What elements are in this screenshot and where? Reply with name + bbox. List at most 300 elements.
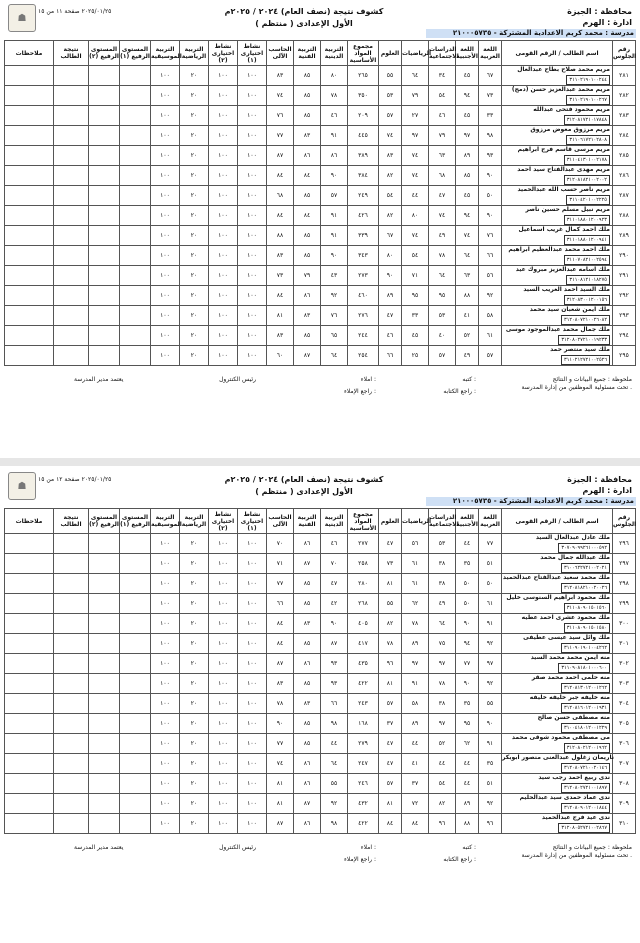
grade-cell: ٤٣ <box>321 266 348 286</box>
grade-cell: ٨٦ <box>294 146 321 166</box>
administration: ادارة : الهرم <box>582 486 632 495</box>
national-id: ٣١٢٠٨٣٠٠١٢٠٠١٥٦ <box>564 295 610 305</box>
grade-cell: ٢٠ <box>180 66 209 86</box>
grade-cell: ٨٥ <box>294 186 321 206</box>
governorate: محافظة : الجيزة <box>567 475 632 484</box>
grade-cell: ٨٣ <box>267 674 294 694</box>
grade-cell: ٣٠٥ <box>613 714 636 734</box>
national-id: ٣١١٠٩٠٨١٨٠١٠٠٠٦٠٠ <box>558 663 610 673</box>
grade-cell: ٢٤٩ <box>348 186 379 206</box>
grade-cell: ١٠٠ <box>151 614 180 634</box>
grade-cell: ١٠٠ <box>151 634 180 654</box>
national-id: ٣١٢٠٨٠٧٢١٠٠٢٦٠٨٢ <box>561 315 610 325</box>
student-name-cell <box>502 306 613 326</box>
grade-cell <box>54 206 89 226</box>
student-name: ندى عماد حمدى سيد عبدالحليم <box>519 794 610 801</box>
grade-cell <box>5 106 54 126</box>
grade-cell <box>89 286 120 306</box>
grade-label: الأول الإعدادى ( منتظم ) <box>255 19 353 28</box>
grade-cell: ٩٢ <box>479 634 502 654</box>
grade-cell: ٨٢ <box>379 614 402 634</box>
grade-cell: ٩٣ <box>321 654 348 674</box>
column-header: الحاسب الآلى <box>267 509 294 534</box>
grade-cell: ١٠٠ <box>209 634 238 654</box>
grade-cell <box>89 346 120 366</box>
grade-cell: ٩٠ <box>379 266 402 286</box>
grade-cell <box>89 674 120 694</box>
national-id: ٣١١٠٢١٩٠١٠٠٢٤٤ <box>566 75 610 85</box>
grade-cell: ٢٧٧ <box>348 534 379 554</box>
column-header: رقم الجلوس <box>613 41 636 66</box>
grade-cell <box>54 534 89 554</box>
student-name: ملك محمد سعيد عبدالفتاح عبدالحميد <box>502 574 610 581</box>
student-name: مريم نبيل مسلم حسين ناصر <box>525 206 610 213</box>
grade-cell: ٦٤ <box>321 754 348 774</box>
grade-cell: ٢٩٩ <box>613 594 636 614</box>
grade-cell <box>54 246 89 266</box>
grade-cell: ٣٨ <box>429 694 456 714</box>
grade-cell: ٨٥ <box>294 226 321 246</box>
grade-cell <box>5 694 54 714</box>
review-dictation-label: راجع الإملاء : <box>343 856 376 863</box>
grade-cell: ٩٠ <box>479 166 502 186</box>
grade-cell <box>89 774 120 794</box>
grade-cell: ١٠٠ <box>209 166 238 186</box>
grade-cell: ١٠٠ <box>209 654 238 674</box>
student-name-cell <box>502 654 613 674</box>
grade-cell: ٢٥ <box>402 346 429 366</box>
grade-cell: ٩٠ <box>456 674 479 694</box>
grade-cell <box>5 266 54 286</box>
school-name-bar <box>426 497 636 506</box>
grade-cell: ٩٦ <box>429 814 456 834</box>
grade-cell: ٢٨٧ <box>613 186 636 206</box>
grade-cell <box>120 306 151 326</box>
grade-cell: ٤٥ <box>456 66 479 86</box>
grade-cell: ١٠٠ <box>151 534 180 554</box>
grade-cell: ١٠٠ <box>238 534 267 554</box>
grade-cell: ٨٤ <box>294 206 321 226</box>
grade-cell <box>120 674 151 694</box>
grade-cell: ٩٢ <box>321 286 348 306</box>
grade-cell: ٦٦ <box>267 594 294 614</box>
grade-cell: ٤٦ <box>321 106 348 126</box>
grade-cell: ٤٥ <box>402 326 429 346</box>
national-id: ٣١٢٠٨١٣٠١٢٠٠١٢٦٢ <box>561 683 610 693</box>
grade-cell: ٨٧ <box>294 794 321 814</box>
grade-cell: ٦٤ <box>429 266 456 286</box>
grade-cell: ٢٩٢ <box>613 286 636 306</box>
grade-cell: ٢٠ <box>180 674 209 694</box>
column-header: ملاحظات <box>5 509 54 534</box>
grade-cell: ١٠٠ <box>151 186 180 206</box>
grade-cell: ٨٦ <box>321 146 348 166</box>
grade-cell: ٩٧ <box>429 714 456 734</box>
grade-cell: ١٠٠ <box>151 714 180 734</box>
grade-cell: ٩١ <box>479 734 502 754</box>
grade-cell <box>5 166 54 186</box>
national-id: ٣١٢٠٨٠٧٢١٠٠٢٠١٤٦ <box>561 763 610 773</box>
grade-cell: ١٠٠ <box>209 774 238 794</box>
grade-cell: ٨٥ <box>294 634 321 654</box>
student-name: منه خليفه جبر خليفه خليفه <box>529 694 610 701</box>
grade-cell: ٤٤ <box>456 534 479 554</box>
grade-cell: ٤١ <box>402 754 429 774</box>
grade-cell: ١٠٠ <box>209 286 238 306</box>
grade-cell: ٤٢ <box>321 594 348 614</box>
column-header: نشاط اختيارى (١) <box>238 41 267 66</box>
grade-cell <box>54 346 89 366</box>
grade-cell: ٣٤ <box>429 66 456 86</box>
grade-cell <box>5 86 54 106</box>
grade-cell: ٣٣ <box>402 306 429 326</box>
grade-cell: ٣٤٣ <box>348 246 379 266</box>
grade-cell: ٧٩ <box>402 86 429 106</box>
grade-cell: ٢٩٦ <box>613 534 636 554</box>
student-name-cell <box>502 594 613 614</box>
grade-cell: ١٠٠ <box>209 326 238 346</box>
grade-cell: ٧٧ <box>267 734 294 754</box>
grade-cell: ١٠٠ <box>209 206 238 226</box>
grade-cell: ٢٨٦ <box>613 166 636 186</box>
grade-cell: ٧٨ <box>321 86 348 106</box>
national-id: ٣١٢٠٨٠٢٧٢١٠٠١٩٢٣٣ <box>558 335 610 345</box>
grade-cell <box>5 346 54 366</box>
student-name: ملك احمد محمد عبدالعظيم ابراهيم <box>508 246 610 253</box>
grade-cell: ٤١٧ <box>348 634 379 654</box>
dictation-label: املاء : <box>360 376 376 383</box>
grade-cell: ٨٦ <box>294 286 321 306</box>
grade-cell <box>54 734 89 754</box>
grade-cell: ٩٥ <box>456 714 479 734</box>
column-header: الدراسات الاجتماعية <box>429 41 456 66</box>
grade-cell: ٩٠ <box>321 246 348 266</box>
grade-cell: ١٠٠ <box>238 346 267 366</box>
review-writing-label: راجع الكتابه : <box>443 388 476 395</box>
grade-cell: ٢٧٦ <box>348 306 379 326</box>
grade-cell: ٤٦٠ <box>348 286 379 306</box>
grade-cell: ٦٨ <box>267 186 294 206</box>
grade-cell: ٢٧٩ <box>348 734 379 754</box>
student-name-cell <box>502 554 613 574</box>
grade-cell <box>5 714 54 734</box>
grade-cell: ٥٣ <box>429 534 456 554</box>
grade-cell <box>120 246 151 266</box>
grade-cell: ٢٤٤ <box>348 326 379 346</box>
national-id: ٣١١٠٦١٧٢١٠٢٨٠٨ <box>566 135 610 145</box>
grade-cell: ٣٠٤ <box>613 694 636 714</box>
grade-cell: ٩٧ <box>456 126 479 146</box>
grade-cell: ١٠٠ <box>209 754 238 774</box>
grade-cell: ٧٧ <box>267 126 294 146</box>
grade-cell: ١٠٠ <box>209 66 238 86</box>
grade-cell <box>5 186 54 206</box>
principal-label: يعتمد مدير المدرسة <box>74 844 124 851</box>
grade-cell: ٨٤ <box>379 814 402 834</box>
national-id: ٣١٢٠٨٠٢١٢٠٠١٩٦٢ <box>564 743 610 753</box>
school-name: مدرسة : محمد كريم الاعدادية المشتركة - ٢١٠٠٠٥٧٣٥ <box>452 497 634 505</box>
column-header: التربية الموسيقية <box>151 41 180 66</box>
grade-cell: ٣٠٧ <box>613 754 636 774</box>
grade-cell: ٣٠٩ <box>613 794 636 814</box>
grade-cell: ٨٧ <box>267 654 294 674</box>
table-row <box>5 106 636 126</box>
student-name: مريم محمد عبدالعزيز حسن (دمج) <box>511 86 610 93</box>
grade-cell <box>120 634 151 654</box>
grade-cell <box>89 534 120 554</box>
grade-cell: ٥٠ <box>456 574 479 594</box>
grade-cell: ٧٩ <box>294 266 321 286</box>
grade-cell: ١٠٠ <box>238 594 267 614</box>
grade-cell: ٩٠ <box>321 614 348 634</box>
grade-cell: ٨٦ <box>294 814 321 834</box>
student-name-cell <box>502 774 613 794</box>
grade-cell: ١٠٠ <box>209 794 238 814</box>
grade-cell: ١٠٠ <box>151 306 180 326</box>
grade-cell: ٥٤ <box>402 246 429 266</box>
table-row <box>5 534 636 554</box>
grade-cell: ٦١ <box>479 594 502 614</box>
column-header: التربية الموسيقية <box>151 509 180 534</box>
grade-cell: ٧٤ <box>379 126 402 146</box>
grade-cell <box>5 574 54 594</box>
grade-cell: ١٠٠ <box>238 614 267 634</box>
grade-cell: ٦٦ <box>379 346 402 366</box>
grade-cell: ٤٠ <box>429 326 456 346</box>
student-name-cell <box>502 286 613 306</box>
student-name-cell <box>502 714 613 734</box>
grade-cell: ٨٤ <box>267 634 294 654</box>
grade-cell: ٨٧ <box>294 554 321 574</box>
grade-cell: ٨٣ <box>267 326 294 346</box>
grade-cell: ٥٨ <box>479 306 502 326</box>
student-name: ملك اسامه عبدالعزيز مبروك عيد <box>515 266 610 273</box>
student-name-cell <box>502 614 613 634</box>
grade-cell <box>5 794 54 814</box>
grade-cell: ٤٤ <box>321 734 348 754</box>
grade-cell: ١٠٠ <box>238 694 267 714</box>
column-header: العلوم <box>379 41 402 66</box>
grade-cell: ٦٥ <box>321 326 348 346</box>
grade-cell <box>54 186 89 206</box>
column-header: اسم الطالب / الرقم القومى <box>502 41 613 66</box>
ministry-logo-icon: ☗ <box>8 4 36 32</box>
grade-label: الأول الإعدادى ( منتظم ) <box>255 487 353 496</box>
grade-cell: ١٠٠ <box>238 554 267 574</box>
national-id: ٣١١٠١٨٨٠١٢٠٠٩٤١ <box>564 235 610 245</box>
grade-cell: ١٠٠ <box>238 754 267 774</box>
grade-cell: ٧٨ <box>267 694 294 714</box>
grade-cell: ٦١ <box>402 574 429 594</box>
grade-cell: ١٠٠ <box>238 286 267 306</box>
grade-cell: ٢٤٦ <box>348 774 379 794</box>
grade-cell <box>120 594 151 614</box>
column-header: مجموع المواد الأساسية <box>348 509 379 534</box>
grade-cell: ٢٠ <box>180 306 209 326</box>
grade-cell: ١٠٠ <box>238 86 267 106</box>
table-row <box>5 166 636 186</box>
grade-cell: ١٠٠ <box>151 654 180 674</box>
grade-cell: ٤٩ <box>429 226 456 246</box>
grade-cell <box>89 106 120 126</box>
grade-cell <box>54 266 89 286</box>
grade-cell: ٩٧ <box>429 654 456 674</box>
grade-cell: ٤٧ <box>379 306 402 326</box>
grade-cell <box>89 754 120 774</box>
grade-cell: ٥٣ <box>379 86 402 106</box>
grade-cell: ٢٥٨ <box>348 554 379 574</box>
grade-cell: ١٠٠ <box>151 86 180 106</box>
grade-cell: ٥٤ <box>379 186 402 206</box>
grade-cell <box>5 206 54 226</box>
grade-cell: ٢٨٢ <box>613 86 636 106</box>
grade-cell: ٧٤ <box>402 226 429 246</box>
national-id: ٣١١٠٢١٢٧٢١٠٠٢٥٢٦ <box>561 355 610 365</box>
student-name: مريم مرسى قاسم فرج ابراهيم <box>517 146 610 153</box>
grade-cell: ٥٠ <box>456 594 479 614</box>
grade-cell <box>54 794 89 814</box>
grade-cell: ٢٩٨ <box>613 574 636 594</box>
grade-cell <box>120 266 151 286</box>
grade-cell: ٢٠ <box>180 694 209 714</box>
grade-cell: ٢٠ <box>180 594 209 614</box>
grade-cell: ٧٦ <box>321 306 348 326</box>
grade-cell: ٤٠٥ <box>348 614 379 634</box>
national-id: ٣١١٠٨١٢١٠١٨٢٧٥ <box>566 275 610 285</box>
grade-cell: ٤٧ <box>379 734 402 754</box>
column-header: اللغة الأجنبية <box>456 509 479 534</box>
grade-cell: ٩٨ <box>321 714 348 734</box>
grade-cell <box>89 266 120 286</box>
student-name: ندى ربيع احمد رجب سيد <box>538 774 610 781</box>
grade-cell: ٧٦ <box>267 106 294 126</box>
grade-cell: ١٠٠ <box>151 226 180 246</box>
column-header: العلوم <box>379 509 402 534</box>
grade-cell: ١٠٠ <box>151 246 180 266</box>
grade-cell: ٥٠ <box>479 574 502 594</box>
grade-cell: ١٦٨ <box>348 714 379 734</box>
national-id: ٣١٢٠٨١٦٠١٢٠٠١٩٣١ <box>561 703 610 713</box>
grade-cell: ٩٨ <box>479 126 502 146</box>
sheet-title: كشوف نتيجة (نصف العام) ٢٠٢٤ / ٢٠٢٥م <box>224 7 384 16</box>
grade-cell: ١٠٠ <box>209 714 238 734</box>
table-row <box>5 754 636 774</box>
grade-cell: ١٠٠ <box>238 206 267 226</box>
grade-cell: ٥٥ <box>379 66 402 86</box>
grade-cell: ١٠٠ <box>209 186 238 206</box>
column-header: مجموع المواد الأساسية <box>348 41 379 66</box>
student-name: ملك محمود ابراهيم السنوسى خليل <box>506 594 610 601</box>
grade-cell: ٩٧ <box>402 654 429 674</box>
grade-cell: ٣٥٠ <box>348 86 379 106</box>
grade-cell: ٢٠ <box>180 106 209 126</box>
grade-cell: ٨٧ <box>267 814 294 834</box>
grade-cell: ٨٠ <box>379 246 402 266</box>
table-row <box>5 814 636 834</box>
grade-cell: ١٠٠ <box>238 186 267 206</box>
sheet-header <box>4 470 636 508</box>
grade-cell: ٤٦ <box>379 326 402 346</box>
grade-cell: ٥٧ <box>479 346 502 366</box>
student-name: ملك سيد منتصر حمد <box>550 346 610 353</box>
governorate: محافظة : الجيزة <box>567 7 632 16</box>
grade-cell <box>89 86 120 106</box>
grade-cell <box>54 166 89 186</box>
grade-cell: ٨٠ <box>402 206 429 226</box>
student-name-cell <box>502 534 613 554</box>
grade-cell: ٦٤ <box>321 346 348 366</box>
grade-cell: ٢٨٥ <box>613 146 636 166</box>
student-name: ملك عادل عبدالعال السيد <box>535 534 610 541</box>
national-id: ٣١١٠٤١٣٠١٠٠٢١٧٨ <box>564 155 610 165</box>
grade-cell <box>120 774 151 794</box>
grade-cell: ٨٥ <box>294 106 321 126</box>
grade-cell <box>54 634 89 654</box>
grade-cell: ٩٢ <box>479 286 502 306</box>
grade-cell: ١٠٠ <box>209 694 238 714</box>
grade-cell <box>54 306 89 326</box>
student-name: ملك عبدالله جمال محمد <box>540 554 610 561</box>
student-name-cell <box>502 186 613 206</box>
student-name-cell <box>502 634 613 654</box>
grade-cell: ٥٣ <box>429 306 456 326</box>
grade-cell: ٨١ <box>267 774 294 794</box>
grade-cell: ٣٣٩ <box>348 226 379 246</box>
grade-cell: ٣١٠ <box>613 814 636 834</box>
principal-label: يعتمد مدير المدرسة <box>74 376 124 383</box>
sheet-footer <box>4 366 636 406</box>
grade-cell: ٩٣ <box>321 674 348 694</box>
grade-cell <box>5 226 54 246</box>
grade-cell: ٩٨ <box>321 814 348 834</box>
grade-cell: ٢٨٨ <box>613 206 636 226</box>
column-header: المستوى الرفيع (٢) <box>89 41 120 66</box>
grade-cell: ٥٤ <box>429 86 456 106</box>
grade-cell: ٣٧ <box>402 774 429 794</box>
grade-cell: ٨٨ <box>456 286 479 306</box>
grade-cell: ٥٥ <box>479 694 502 714</box>
grade-cell: ٧٤ <box>402 146 429 166</box>
grade-cell <box>89 734 120 754</box>
student-name: مريم مهدى عبدالفتاح سيد احمد <box>517 166 610 173</box>
administration: ادارة : الهرم <box>582 18 632 27</box>
grade-cell: ٢٠ <box>180 634 209 654</box>
grade-cell: ٨٦ <box>294 534 321 554</box>
grade-cell: ٧٧ <box>267 574 294 594</box>
grade-cell: ١٠٠ <box>209 86 238 106</box>
grade-cell <box>89 226 120 246</box>
grade-cell: ٢٩٧ <box>613 554 636 574</box>
table-row <box>5 714 636 734</box>
grade-cell: ٦٣ <box>429 146 456 166</box>
grade-cell <box>89 554 120 574</box>
grade-cell: ١٠٠ <box>238 714 267 734</box>
grade-cell: ٥٥ <box>379 594 402 614</box>
grade-cell: ٨٤ <box>267 286 294 306</box>
grade-cell: ١٠٠ <box>151 346 180 366</box>
grade-cell: ١٠٠ <box>238 814 267 834</box>
grade-cell: ٨٣ <box>267 246 294 266</box>
column-header: التربية الفنية <box>294 41 321 66</box>
grade-cell: ٧٤ <box>267 86 294 106</box>
grade-cell <box>89 794 120 814</box>
grade-cell <box>120 146 151 166</box>
grade-cell: ٢٠ <box>180 754 209 774</box>
grade-cell <box>54 286 89 306</box>
grade-cell <box>120 226 151 246</box>
grade-cell: ٥٤ <box>429 774 456 794</box>
grade-cell: ١٠٠ <box>238 146 267 166</box>
